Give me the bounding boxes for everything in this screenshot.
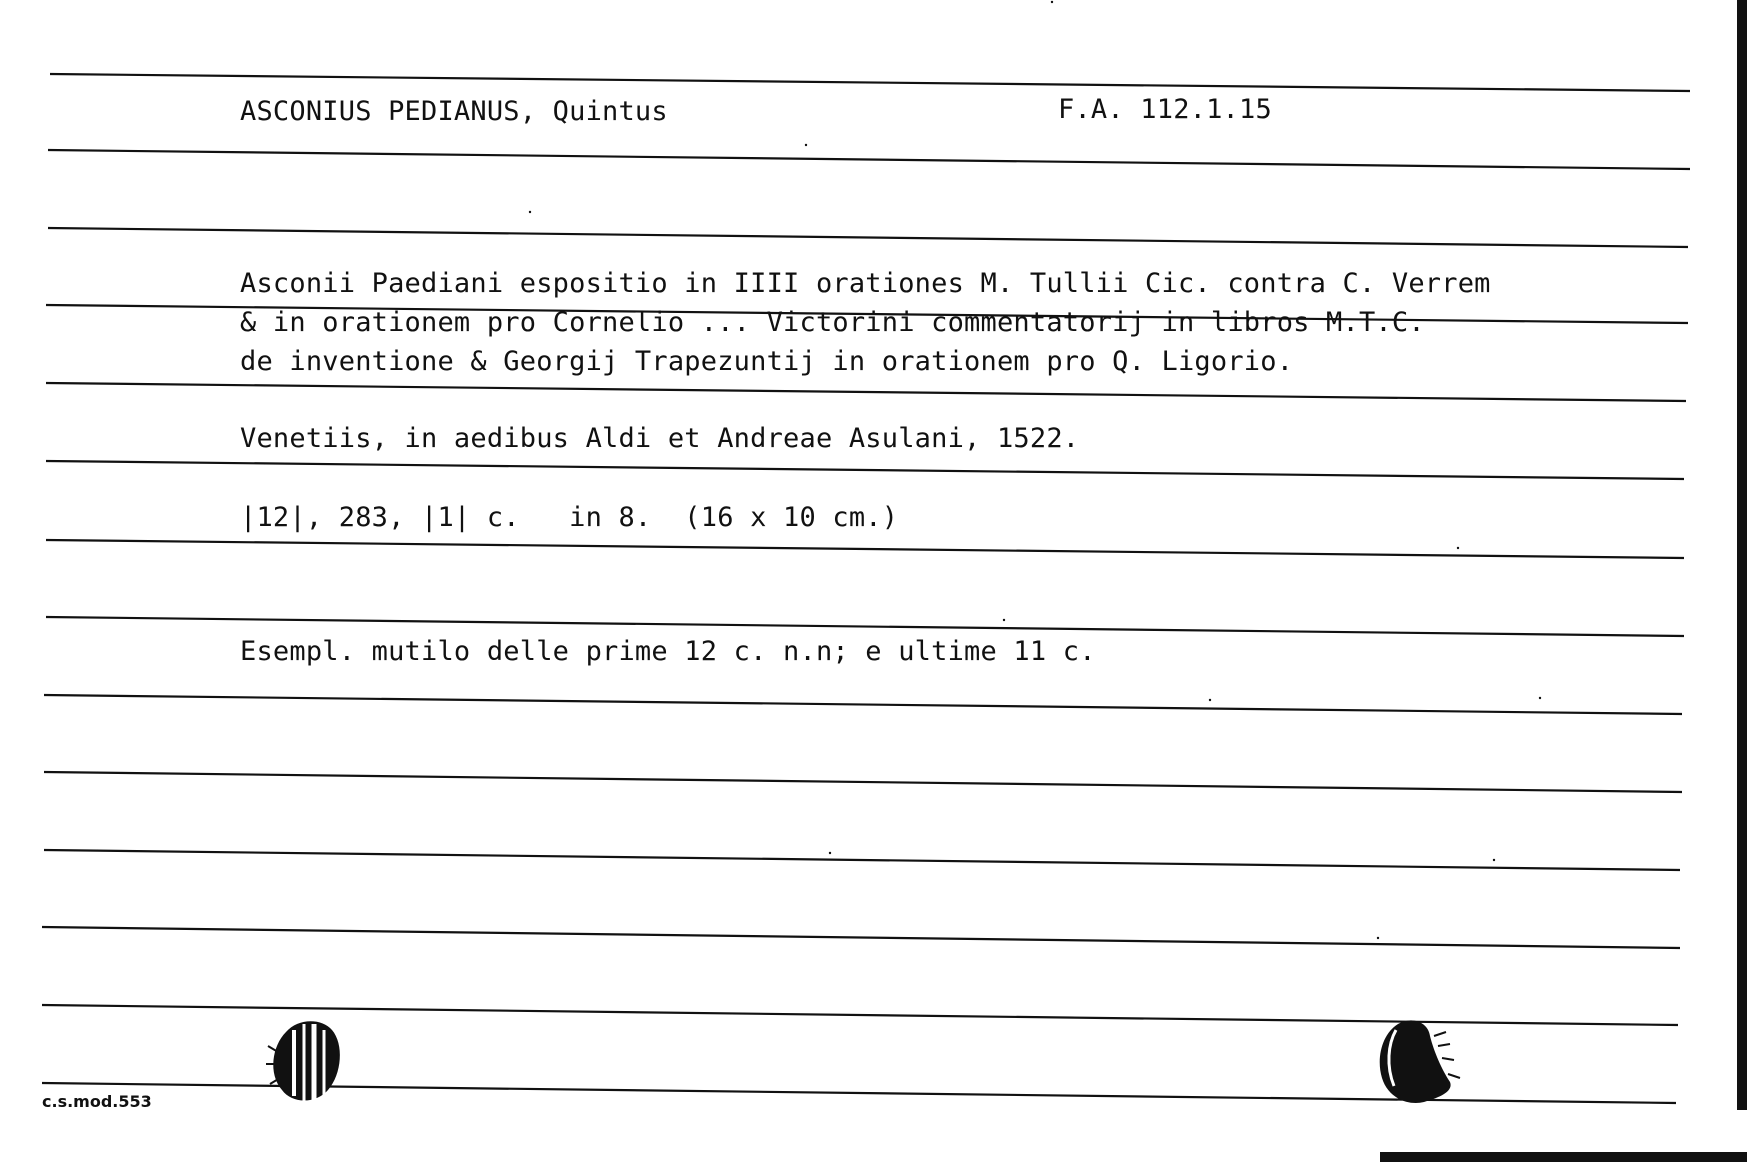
title-line-3: de inventione & Georgij Trapezuntij in orationem pro Q. Ligorio. [240,346,1294,377]
punch-hole-icon [258,1012,358,1112]
ruled-line [48,228,1688,247]
shelfmark: F.A. 112.1.15 [1058,94,1272,125]
scan-edge-bottom [1380,1152,1747,1162]
collation-line: |12|, 283, |1| c. in 8. (16 x 10 cm.) [240,502,899,533]
form-code: c.s.mod.553 [42,1092,152,1111]
scan-edge-right [1737,0,1747,1162]
ruled-line [42,927,1680,948]
copy-note: Esempl. mutilo delle prime 12 c. n.n; e ultime 11 c. [240,636,1096,667]
punch-hole-icon [1368,1012,1468,1112]
ruled-line [50,74,1690,91]
imprint-line: Venetiis, in aedibus Aldi et Andreae Asulani, 1522. [240,423,1080,454]
ruled-line [46,461,1684,479]
title-line-1: Asconii Paediani espositio in IIII orationes M. Tullii Cic. contra C. Verrem [240,268,1491,299]
author-heading: ASCONIUS PEDIANUS, Quintus [240,96,668,127]
ruled-line [46,383,1686,401]
ruled-line [44,695,1682,714]
ruled-line [44,772,1682,792]
ruled-line [46,540,1684,558]
ruled-line [44,850,1680,870]
ruled-line [48,150,1690,169]
title-line-2: & in orationem pro Cornelio ... Victorini commentatorij in libros M.T.C. [240,307,1425,338]
